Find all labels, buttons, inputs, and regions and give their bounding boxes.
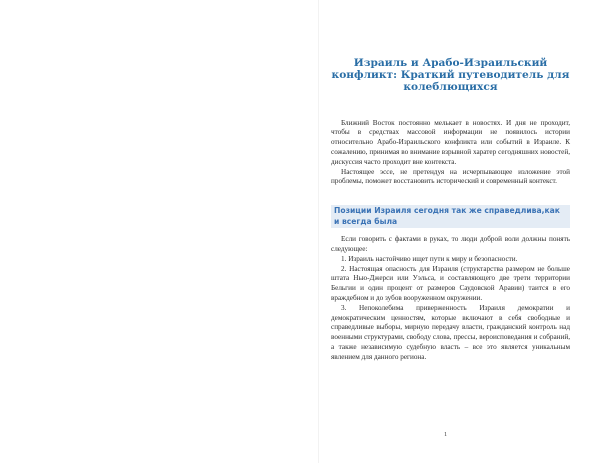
section-paragraph-4: 3. Непоколебима приверженность Израиля демократии и демократическим ценностям, которые включают в себя свободные и справедливые выборы, мирную передачу власти, гражданский контроль над военными структурами, свободу слова, прессы, вероисповедания и собраний, а также независимую судебную власть – все это является уникальным явлением для данного региона.: [331, 303, 570, 361]
section-paragraph-3: 2. Настоящая опасность для Израиля (структарства размером не больше штата Нью-Джерси или Уэльса, и составляющего две трети территории Бельгии и один процент от размеров Саудовской Аравии) таится в его враждебном и до зубов вооруженном окружении.: [331, 264, 570, 302]
section-heading: Позиции Израиля сегодня так же справедлива,как и всегда была: [331, 205, 570, 228]
page-fold-divider: [318, 0, 319, 463]
page-number: 1: [444, 431, 448, 438]
section-paragraph-2: 1. Израиль настойчиво ищет пути к миру и безопасности.: [341, 254, 518, 263]
right-page-content: [331, 57, 570, 363]
intro-paragraph-2: Настоящее эссе, не претендуя на исчерпывающее изложение этой проблемы, поможет восстановить исторический и современный контекст.: [331, 167, 570, 186]
section-body: [331, 235, 570, 362]
intro-paragraph-1: Ближний Восток постоянно мелькает в новостях. И дня не проходит, чтобы в средствах массовой информации не появилось истории относительно Арабо-Израильского конфликта или событий в Израиле. К сожалению, принимая во внимание взрывной харатер сегодняшних новостей, дискуссия часто проходит вне контекста.: [331, 118, 570, 166]
section-paragraph-1: Если говорить с фактами в руках, то люди доброй воли должны понять следующее:: [331, 235, 570, 253]
intro-section: [331, 119, 570, 188]
document-title: Израиль и Арабо-Израильский конфликт: Краткий путеводитель для колеблющихся: [331, 57, 570, 94]
